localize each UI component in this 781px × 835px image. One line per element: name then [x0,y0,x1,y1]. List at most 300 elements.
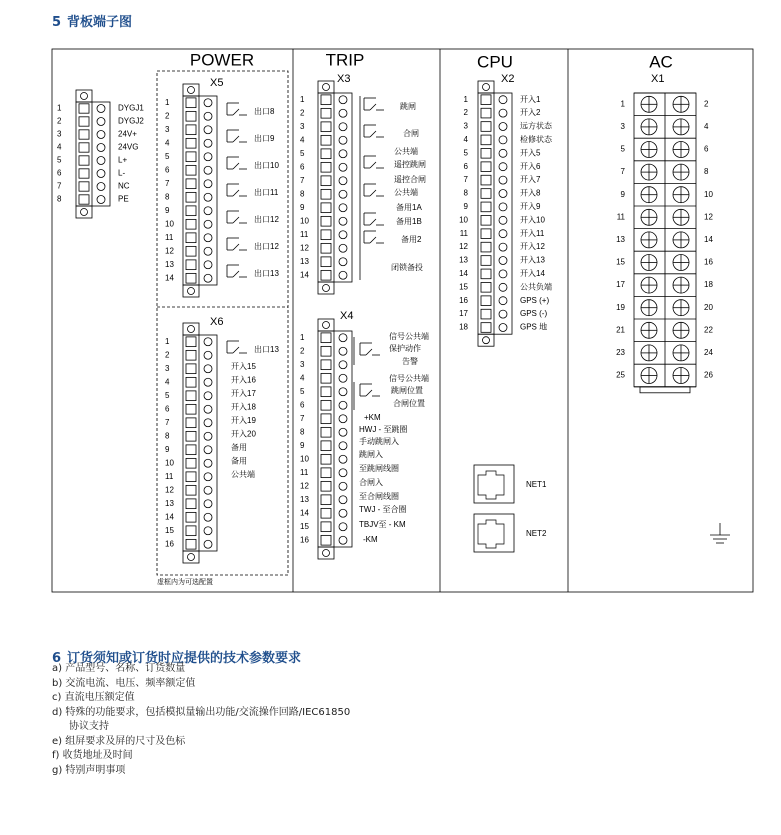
terminal-screw [499,123,507,131]
terminal-screw [97,105,105,113]
terminal-cell [186,485,196,495]
terminal-cell [321,270,331,280]
terminal-cell [186,165,196,175]
terminal-cell [481,256,491,266]
x4-label: 信号公共端 [389,374,429,384]
terminal-screw [339,523,347,531]
pin-number: 16 [300,535,309,545]
terminal-cell [186,125,196,135]
terminal-cell [481,175,491,185]
terminal-screw [204,473,212,481]
terminal-cell [186,152,196,162]
net-label: NET2 [526,529,547,539]
terminal-cell [321,216,331,226]
pin-number: 4 [300,135,305,145]
terminal-screw [339,482,347,490]
terminal-cell [186,350,196,360]
ac-pin-left: 11 [616,212,625,222]
x2-label: 公共负端 [520,282,552,292]
terminal-screw [204,459,212,467]
section-5-number: 5 [52,15,62,30]
terminal-cell [481,162,491,172]
dygj-label: 24VG [118,142,139,152]
pin-number: 7 [165,417,170,427]
rj45-icon [478,471,504,499]
ac-pin-right: 20 [704,302,713,312]
relay-contact [233,347,239,353]
terminal-screw [204,486,212,494]
x2-name: X2 [501,72,515,85]
output-label: 出口8 [254,107,275,117]
pin-number: 5 [300,148,305,158]
x4-label: -KM [363,535,378,545]
terminal-cell [321,387,331,397]
terminal-cell [321,414,331,424]
pin-number: 4 [165,138,170,148]
terminal-screw [339,428,347,436]
x6-label: 备用 [231,443,247,453]
x4-label: 至合闸线圈 [359,492,399,502]
terminal-cell [186,273,196,283]
pin-number: 10 [459,215,468,225]
terminal-cell [186,246,196,256]
terminal-screw [499,324,507,332]
pin-number: 15 [165,525,174,535]
terminal-screw [499,310,507,318]
pin-number: 3 [57,129,62,139]
pin-number: 7 [463,175,468,185]
pin-number: 7 [57,181,62,191]
dygj-label: DYGJ1 [118,103,144,113]
dygj-label: NC [118,181,130,191]
mount-hole [323,550,330,557]
x2-label: 开入8 [520,188,541,198]
pin-number: 11 [459,228,468,238]
terminal-screw [204,446,212,454]
x4-label: TWJ - 至合圈 [359,505,407,515]
ac-base [640,387,690,393]
terminal-cell [321,122,331,132]
terminal-cell [321,189,331,199]
terminal-screw [97,170,105,178]
ac-title: AC [649,52,673,72]
pin-number: 15 [300,521,309,531]
trip-title: TRIP [325,50,365,70]
x4-label: 保护动作 [389,344,421,354]
terminal-cell [321,400,331,410]
ac-pin-right: 14 [704,235,713,245]
terminal-cell [186,391,196,401]
terminal-cell [481,135,491,145]
terminal-cell [321,333,331,343]
terminal-block [183,96,217,285]
pin-number: 11 [165,471,174,481]
x1-name: X1 [651,72,665,85]
pin-number: 10 [300,454,309,464]
pin-number: 3 [165,124,170,134]
x4-label: 合闸入 [359,478,383,488]
x3-label: 公共端 [394,147,418,157]
x3-label: 遥控合闸 [394,175,426,185]
x6-label: 开入18 [231,402,256,412]
terminal-cell [79,143,89,152]
x2-label: 开入13 [520,255,545,265]
terminal-screw [204,139,212,147]
dygj-label: DYGJ2 [118,116,144,126]
x6-label: 开入20 [231,429,256,439]
x2-label: GPS (-) [520,309,548,319]
terminal-cell [321,481,331,491]
terminal-screw [339,244,347,252]
pin-number: 6 [463,161,468,171]
mount-hole [81,93,88,100]
terminal-cell [321,535,331,545]
terminal-screw [499,257,507,265]
pin-number: 17 [459,309,468,319]
x2-label: GPS (+) [520,295,550,305]
pin-number: 5 [165,151,170,161]
x4-label: 信号公共端 [389,332,429,342]
pin-number: 13 [165,498,174,508]
terminal-screw [339,401,347,409]
ac-pin-right: 10 [704,189,713,199]
relay-contact [370,190,376,196]
pin-number: 5 [165,390,170,400]
terminal-cell [481,215,491,225]
terminal-screw [499,297,507,305]
pin-number: 13 [300,494,309,504]
dygj-label: L+ [118,155,128,165]
terminal-cell [321,230,331,240]
ac-pin-left: 25 [616,370,625,380]
terminal-screw [204,153,212,161]
terminal-screw [499,230,507,238]
relay-contact [233,109,239,115]
x3-label: 备用2 [401,235,422,245]
terminal-cell [186,472,196,482]
pin-number: 12 [165,246,174,256]
terminal-cell [481,229,491,239]
terminal-screw [499,283,507,291]
output-label: 出口12 [254,242,279,252]
terminal-screw [204,500,212,508]
x4-name: X4 [340,309,354,322]
section-5-title: 背板端子图 [67,15,133,30]
x6-label: 开入16 [231,375,256,385]
terminal-block [76,102,110,206]
x2-label: 开入11 [520,228,545,238]
x3-label: 合闸 [403,129,419,139]
terminal-cell [321,203,331,213]
terminal-cell [79,182,89,191]
relay-contact [370,219,376,225]
terminal-cell [186,526,196,536]
terminal-screw [499,270,507,278]
x2-label: 远方状态 [520,121,552,131]
output-label: 出口9 [254,134,275,144]
terminal-cell [186,179,196,189]
dygj-label: L- [118,168,126,178]
mount-hole [188,87,195,94]
terminal-screw [499,96,507,104]
relay-contact [233,244,239,250]
relay-contact [370,237,376,243]
relay-contact [233,163,239,169]
pin-number: 8 [165,431,170,441]
terminal-cell [186,404,196,414]
x2-label: 开入6 [520,161,541,171]
x2-label: 开入7 [520,175,541,185]
section-6-number: 6 [52,651,62,666]
terminal-screw [204,392,212,400]
terminal-screw [339,123,347,131]
terminal-screw [339,217,347,225]
pin-number: 8 [300,189,305,199]
terminal-cell [481,148,491,158]
terminal-screw [204,193,212,201]
rj45-icon [478,520,504,548]
terminal-cell [186,111,196,121]
terminal-screw [204,338,212,346]
pin-number: 10 [165,458,174,468]
terminal-cell [321,495,331,505]
ac-pin-right: 24 [704,348,713,358]
terminal-cell [186,539,196,549]
x2-label: 开入2 [520,108,541,118]
terminal-screw [339,204,347,212]
ac-pin-right: 2 [704,99,709,109]
pin-number: 11 [165,232,174,242]
terminal-screw [204,220,212,228]
mount-hole [483,84,490,91]
terminal-screw [339,509,347,517]
terminal-cell [186,219,196,229]
ac-pin-left: 9 [620,189,625,199]
ac-pin-left: 17 [616,280,625,290]
terminal-cell [321,346,331,356]
pin-number: 3 [463,121,468,131]
terminal-cell [481,189,491,199]
terminal-screw [339,388,347,396]
terminal-cell [79,117,89,126]
pin-number: 6 [57,168,62,178]
power-title: POWER [189,50,255,70]
relay-contact [233,136,239,142]
x2-label: 开入12 [520,242,545,252]
pin-number: 9 [300,440,305,450]
pin-number: 12 [459,242,468,252]
pin-number: 16 [165,539,174,549]
x2-label: 开入14 [520,269,545,279]
pin-number: 10 [165,219,174,229]
mount-hole [323,84,330,91]
pin-number: 12 [165,485,174,495]
terminal-screw [499,216,507,224]
x4-label: 合闸位置 [393,399,425,409]
ac-pin-right: 18 [704,280,713,290]
terminal-cell [186,260,196,270]
terminal-screw [204,365,212,373]
list-item: f) 收货地址及时间 [52,750,133,761]
terminal-screw [499,109,507,117]
mount-hole [81,209,88,216]
x3-label: 备用1B [396,217,422,227]
x2-label: 开入1 [520,94,541,104]
x3-label: 闭锁备投 [391,263,423,273]
pin-number: 6 [165,165,170,175]
pin-number: 13 [300,256,309,266]
output-label: 出口13 [254,269,279,279]
terminal-cell [186,337,196,347]
x3-label: 遥控跳闸 [394,160,426,170]
terminal-cell [186,458,196,468]
x6-label: 备用 [231,456,247,466]
x6-label: 开入19 [231,416,256,426]
dygj-label: PE [118,194,129,204]
terminal-screw [97,118,105,126]
terminal-screw [339,271,347,279]
pin-number: 8 [300,427,305,437]
relay-contact [366,390,372,396]
terminal-cell [79,104,89,113]
terminal-cell [481,202,491,212]
relay-contact [366,349,372,355]
relay-contact [370,162,376,168]
pin-number: 13 [165,259,174,269]
terminal-cell [321,162,331,172]
pin-number: 4 [300,373,305,383]
pin-number: 7 [165,178,170,188]
terminal-cell [321,373,331,383]
pin-number: 6 [300,400,305,410]
terminal-screw [339,469,347,477]
x4-label: TBJV至 - KM [359,520,406,530]
terminal-screw [339,347,347,355]
requirements-list [52,662,350,778]
terminal-screw [204,274,212,282]
terminal-screw [339,136,347,144]
terminal-screw [97,131,105,139]
terminal-cell [186,364,196,374]
terminal-cell [186,445,196,455]
relay-contact [370,131,376,137]
terminal-screw [204,527,212,535]
terminal-cell [321,135,331,145]
terminal-cell [321,454,331,464]
terminal-screw [339,96,347,104]
pin-number: 6 [300,162,305,172]
pin-number: 1 [57,103,62,113]
terminal-screw [204,378,212,386]
dygj-label: 24V+ [118,129,137,139]
terminal-cell [481,309,491,319]
output-label: 出口12 [254,215,279,225]
pin-number: 7 [300,175,305,185]
x6-label: 开入17 [231,389,256,399]
pin-number: 4 [165,377,170,387]
pin-number: 1 [300,332,305,342]
pin-number: 4 [463,135,468,145]
terminal-cell [321,441,331,451]
pin-number: 2 [300,346,305,356]
list-item: e) 组屏要求及屏的尺寸及色标 [52,735,186,747]
pin-number: 15 [459,282,468,292]
x4-label: 告警 [402,357,418,367]
pin-number: 14 [300,270,309,280]
pin-number: 11 [300,229,309,239]
terminal-cell [321,243,331,253]
pin-number: 2 [300,108,305,118]
terminal-screw [339,442,347,450]
terminal-screw [339,496,347,504]
relay-contact [370,104,376,110]
ac-pin-right: 26 [704,370,713,380]
terminal-screw [97,196,105,204]
output-label: 出口13 [254,345,279,355]
terminal-cell [186,98,196,108]
terminal-screw [499,149,507,157]
ac-pin-left: 21 [616,325,625,335]
x4-label: HWJ - 至跳圈 [359,425,408,435]
terminal-screw [339,361,347,369]
pin-number: 2 [165,350,170,360]
ac-pin-right: 22 [704,325,713,335]
mount-hole [323,285,330,292]
list-item: d) 特殊的功能要求，包括模拟量输出功能/交流操作回路/IEC61850 [52,706,351,718]
x2-label: GPS 地 [520,322,548,332]
pin-number: 7 [300,413,305,423]
terminal-screw [339,109,347,117]
ac-pin-right: 4 [704,122,709,132]
terminal-screw [204,234,212,242]
ac-pin-right: 12 [704,212,713,222]
x4-label: 手动跳闸入 [359,437,399,447]
terminal-screw [339,190,347,198]
terminal-cell [321,257,331,267]
terminal-screw [499,176,507,184]
terminal-screw [339,163,347,171]
terminal-cell [186,512,196,522]
x3-name: X3 [337,72,351,85]
terminal-cell [321,176,331,186]
pin-number: 3 [165,363,170,373]
pin-number: 16 [459,295,468,305]
terminal-cell [481,242,491,252]
pin-number: 11 [300,467,309,477]
terminal-screw [339,177,347,185]
ac-pin-left: 19 [616,302,625,312]
x2-label: 检修状态 [520,135,552,145]
relay-contact [233,217,239,223]
ac-pin-left: 1 [620,99,625,109]
pin-number: 3 [300,121,305,131]
ac-pin-left: 15 [616,257,625,267]
x4-label: +KM [364,413,381,423]
terminal-cell [481,95,491,105]
list-item: 协议支持 [69,721,109,732]
terminal-cell [481,323,491,333]
terminal-screw [499,136,507,144]
terminal-screw [339,334,347,342]
list-item: b) 交流电流、电压、频率额定值 [52,677,196,689]
terminal-cell [321,149,331,159]
pin-number: 8 [165,192,170,202]
terminal-screw [204,166,212,174]
mount-hole [188,326,195,333]
pin-number: 3 [300,359,305,369]
terminal-screw [97,157,105,165]
pin-number: 14 [165,273,174,283]
